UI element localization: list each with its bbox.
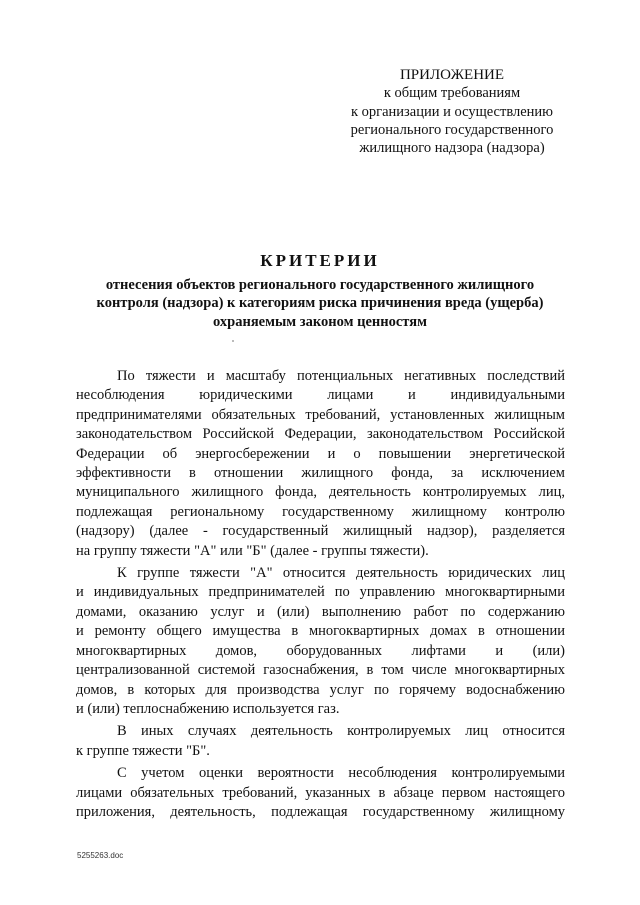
subtitle-line: контроля (надзора) к категориям риска причинения вреда (ущерба) [96, 295, 544, 312]
text-line: подлежащая региональному государственному жилищному контролю [76, 503, 565, 520]
subtitle-line: отнесения объектов регионального государственного жилищного [105, 277, 535, 293]
text-line: законодательством Российской Федерации, законодательством Российской [76, 426, 565, 443]
scan-speck [232, 340, 234, 342]
text-line: С учетом оценки вероятности несоблюдения контролируемыми [117, 765, 565, 782]
paragraph-2 [76, 564, 565, 719]
text-line: лицами обязательных требований, указанных в абзаце первом настоящего [76, 784, 565, 801]
document-subtitle [74, 276, 566, 331]
text-line: и (или) теплоснабжению используется газ. [76, 700, 340, 717]
text-line: многоквартирных домов, оборудованных лифтами и (или) [76, 642, 565, 659]
text-line: к группе тяжести "Б". [76, 742, 210, 759]
subtitle-line: охраняемым законом ценностям [213, 313, 427, 330]
text-line: несоблюдения юридическими лицами и индивидуальными [76, 387, 565, 404]
text-line: В иных случаях деятельность контролируемых лиц относится [117, 723, 565, 740]
document-title: КРИТЕРИИ [260, 251, 380, 270]
text-line: и ремонту общего имущества в многоквартирных домах в отношении [76, 623, 565, 640]
text-line: и индивидуальных предпринимателей по управлению многоквартирными [76, 584, 565, 601]
annex-line: жилищного надзора (надзора) [359, 140, 545, 157]
text-line: муниципального жилищного фонда, деятельность контролируемых лиц, [76, 484, 565, 501]
document-body [76, 367, 565, 825]
text-line: эффективности в отношении жилищного фонда, за исключением [76, 465, 565, 482]
paragraph-4 [76, 764, 565, 822]
paragraph-3 [76, 722, 565, 761]
text-line: централизованной системой газоснабжения, в том числе многоквартирных [76, 662, 565, 679]
text-line: домами, оказанию услуг и (или) выполнению работ по содержанию [76, 603, 565, 620]
annex-line: к организации и осуществлению [350, 103, 554, 120]
text-line: По тяжести и масштабу потенциальных негативных последствий [117, 368, 565, 384]
annex-label: ПРИЛОЖЕНИЕ [399, 67, 505, 83]
paragraph-1 [76, 367, 565, 561]
annex-line: к общим требованиям [383, 85, 521, 102]
file-name-footer: 5255263.doc [77, 851, 124, 860]
annex-line: регионального государственного [350, 121, 554, 138]
text-line: предпринимателями обязательных требований, установленных жилищным [76, 406, 565, 423]
annex-header [330, 66, 574, 157]
text-line: на группу тяжести "А" или "Б" (далее - группы тяжести). [76, 542, 429, 559]
text-line: домов, в которых для производства услуг по горячему водоснабжению [76, 681, 565, 698]
text-line: приложения, деятельность, подлежащая государственному жилищному [76, 803, 565, 820]
text-line: (надзору) (далее - государственный жилищный надзор), разделяется [76, 523, 565, 540]
text-line: Федерации об энергосбережении и о повышении энергетической [76, 445, 565, 462]
text-line: К группе тяжести "А" относится деятельность юридических лиц [117, 565, 565, 582]
